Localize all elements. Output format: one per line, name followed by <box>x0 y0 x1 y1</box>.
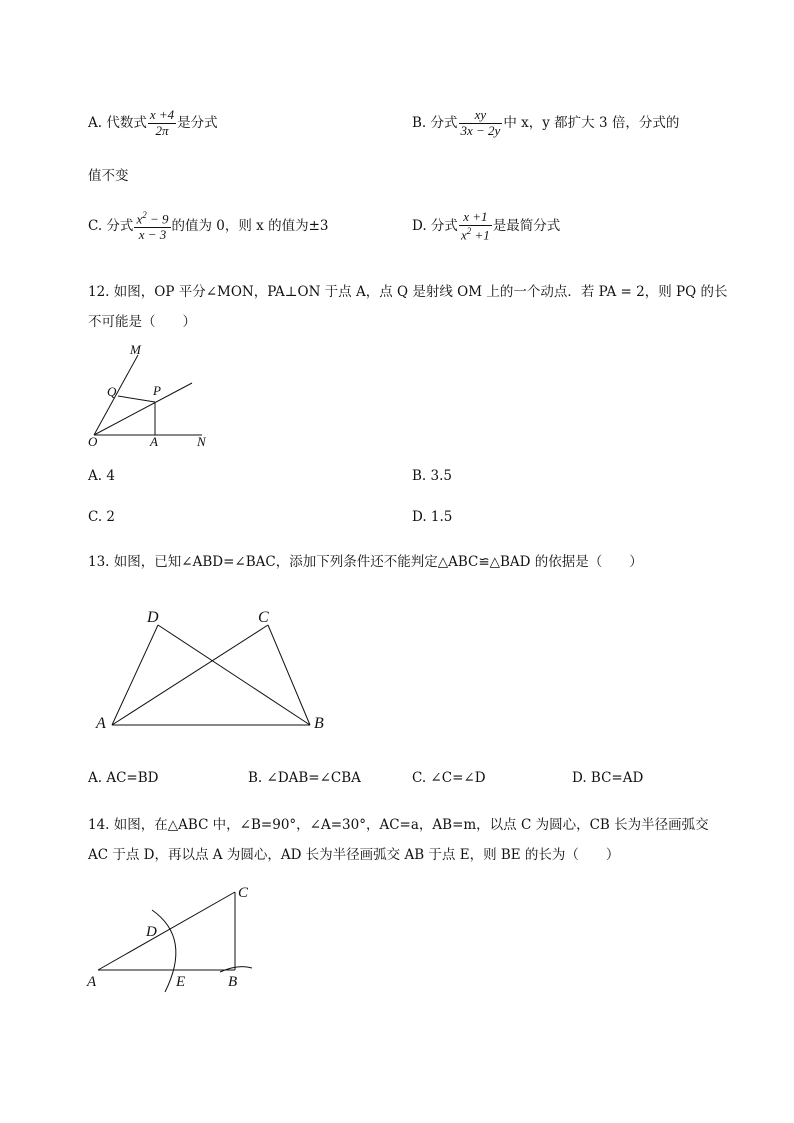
label-a: A <box>96 715 106 732</box>
q11-option-a[interactable] <box>88 108 218 139</box>
label-b: B <box>228 974 238 990</box>
label-a: A <box>87 974 97 990</box>
arc-centered-a <box>152 910 176 992</box>
q11-option-d[interactable] <box>412 210 560 243</box>
q13-stem: 13. 如图，已知∠ABD=∠BAC，添加下列条件还不能判定△ABC≌△BAD 的依据是（ ） <box>88 554 643 570</box>
q13-option-a[interactable]: A. AC=BD <box>88 770 159 786</box>
label-c: C <box>258 609 269 626</box>
q12-figure <box>80 340 220 455</box>
segment-ac <box>98 892 235 970</box>
option-prefix: D. 分式 <box>412 218 458 235</box>
option-suffix: 是分式 <box>177 114 218 131</box>
q14-stem-line1: 14. 如图，在△ABC 中，∠B=90°，∠A=30°，AC=a，AB=m，以点 C 为圆心，CB 长为半径画弧交 <box>88 817 709 833</box>
q12-option-b[interactable]: B. 3.5 <box>412 468 452 484</box>
q11-option-b-continued: 值不变 <box>88 168 129 184</box>
label-o: O <box>88 434 98 449</box>
segment-cb <box>268 625 310 725</box>
segment-db <box>158 625 310 725</box>
label-n: N <box>197 434 206 449</box>
q13-figure <box>90 600 340 740</box>
option-prefix: B. 分式 <box>412 114 458 131</box>
q12-option-a[interactable]: A. 4 <box>88 468 115 484</box>
q14-figure <box>80 880 270 995</box>
fraction: $\frac{x +1}{x^2 +1}$ <box>460 209 490 243</box>
q11-option-c[interactable] <box>88 210 328 243</box>
segment-pq <box>118 396 155 402</box>
q11-option-b[interactable] <box>412 108 679 139</box>
q13-option-b[interactable]: B. ∠DAB=∠CBA <box>248 770 361 786</box>
q12-stem-line1: 12. 如图，OP 平分∠MON，PA⊥ON 于点 A，点 Q 是射线 OM 上的一个动点．若 PA = 2，则 PQ 的长 <box>88 284 728 300</box>
arc-centered-c <box>220 967 252 972</box>
label-e: E <box>176 974 186 990</box>
label-d: D <box>146 924 157 940</box>
label-m: M <box>130 342 141 357</box>
q12-stem-line2: 不可能是（ ） <box>88 314 196 330</box>
q13-option-c[interactable]: C. ∠C=∠D <box>412 770 486 786</box>
q12-option-c[interactable]: C. 2 <box>88 509 116 525</box>
option-suffix: 中 x，y 都扩大 3 倍，分式的 <box>503 114 680 131</box>
q14-stem-line2: AC 于点 D，再以点 A 为圆心，AD 长为半径画弧交 AB 于点 E，则 BE 的长为（ ） <box>88 847 620 863</box>
option-prefix: C. 分式 <box>88 218 134 235</box>
label-a: A <box>150 434 158 449</box>
option-suffix: 的值为 0，则 x 的值为±3 <box>171 218 329 235</box>
label-c: C <box>238 885 249 901</box>
label-b: B <box>314 715 324 732</box>
label-p: P <box>153 383 161 398</box>
fraction: $\frac{x^2 - 9}{x - 3}$ <box>136 210 169 243</box>
fraction: $\frac{xy}{3x - 2y}$ <box>460 107 501 138</box>
label-d: D <box>147 609 159 626</box>
option-prefix: A. 代数式 <box>88 114 147 131</box>
fraction: $\frac{x +4}{2\pi}$ <box>149 107 175 138</box>
label-q: Q <box>107 384 117 399</box>
q12-option-d[interactable]: D. 1.5 <box>412 509 453 525</box>
q13-option-d[interactable]: D. BC=AD <box>572 770 644 786</box>
option-suffix: 是最简分式 <box>492 218 561 235</box>
